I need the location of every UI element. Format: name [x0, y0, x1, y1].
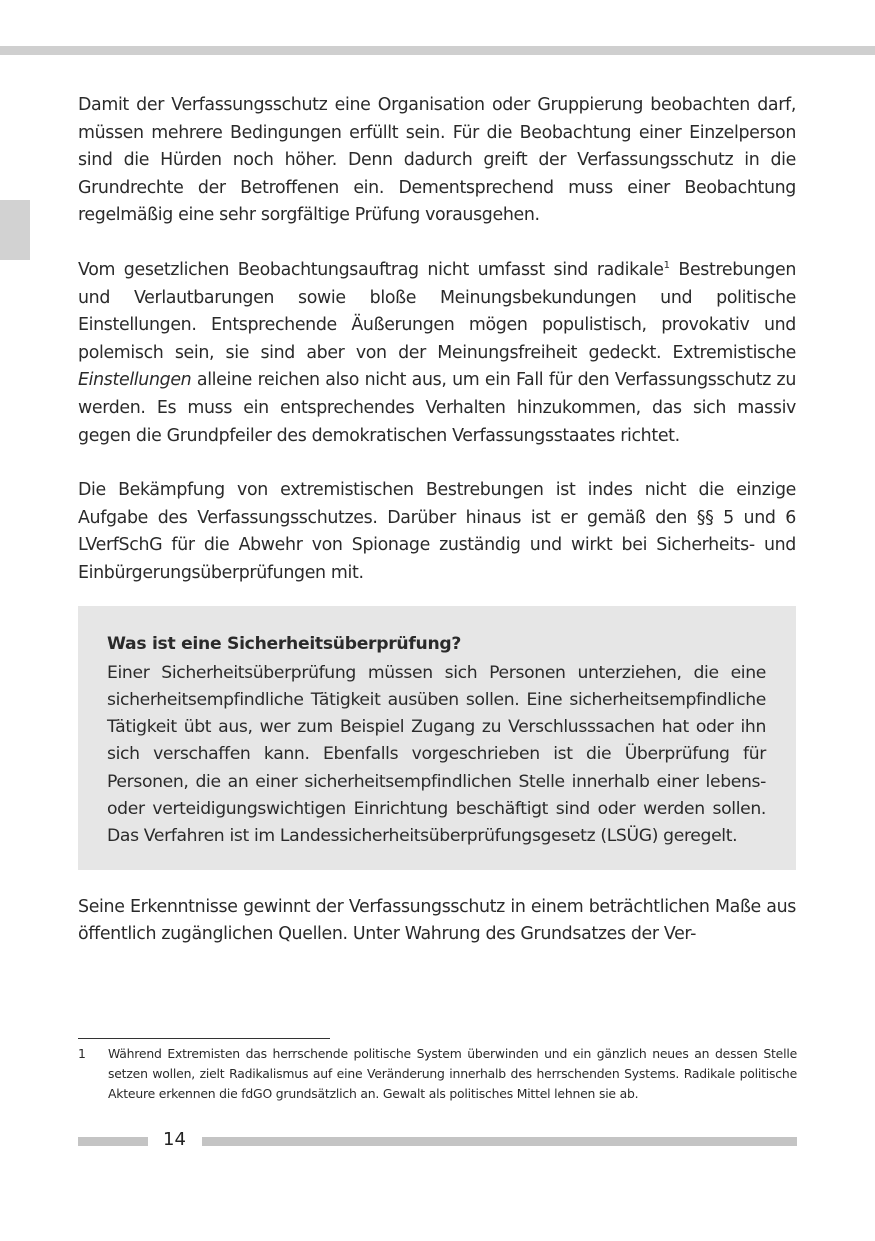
footnote-divider	[78, 1038, 330, 1039]
footnote-reference[interactable]: 1	[663, 260, 670, 272]
paragraph-4: Seine Erkenntnisse gewinnt der Verfassungsschutz in einem beträchtlichen Maße aus öffentlich zugänglichen Quellen. Unter Wahrung des Grundsatzes der Ver-	[78, 896, 796, 945]
footnote	[78, 1044, 797, 1103]
page-number: 14	[163, 1129, 186, 1150]
paragraph-3: Die Bekämpfung von extremistischen Bestrebungen ist indes nicht die einzige Aufgabe des Verfassungsschutzes. Darüber hinaus ist er gemäß den §§ 5 und 6 LVerfSchG für die Abwehr von Spionage zuständig und wirkt bei Sicherheits- und Einbürgerungsüberprüfungen mit.	[78, 480, 796, 583]
info-box	[78, 606, 796, 870]
paragraph-2-end: alleine reichen also nicht aus, um ein Fall für den Verfassungsschutz zu werden. Es muss ein entsprechendes Verhalten hinzukommen, das sich massiv gegen die Grundpfeiler des demokratischen Verfassungsstaates richtet.	[78, 370, 796, 446]
info-box-text: Einer Sicherheitsüberprüfung müssen sich Personen unterziehen, die eine sicherheitsempfindliche Tätigkeit ausüben sollen. Eine sicherheitsempfindliche Tätigkeit übt aus, wer zum Beispiel Zugang zu Verschlusssachen hat oder ihn sich verschaffen kann. Ebenfalls vorgeschrieben ist die Überprüfung für Personen, die an einer sicherheitsempfindlichen Stelle innerhalb einer lebens- oder verteidigungswichtigen Einrichtung beschäftigt sind oder werden sollen. Das Verfahren ist im Landessicherheitsüberprüfungsgesetz (LSÜG) geregelt.	[107, 662, 766, 847]
main-content	[78, 92, 796, 949]
footer-bar-right	[202, 1137, 797, 1146]
paragraph-2-start: Vom gesetzlichen Beobachtungsauftrag nicht umfasst sind radikale	[78, 259, 664, 280]
footnote-number: 1	[78, 1046, 86, 1061]
paragraph-2-middle: Bestrebungen und Verlautbarungen sowie bloße Meinungsbekundungen und politische Einstellungen. Entsprechende Äußerungen mögen populistisch, provokativ und polemisch sein, sie sind aber von der Meinungsfreiheit gedeckt. Extremistische	[78, 259, 796, 363]
footer-bar-left	[78, 1137, 148, 1146]
paragraph-2	[78, 257, 796, 450]
paragraph-2-emphasis: Einstellungen	[78, 370, 192, 391]
info-box-title: Was ist eine Sicherheitsüberprüfung?	[107, 633, 462, 654]
side-tab-marker	[0, 200, 30, 260]
footnote-text: Während Extremisten das herrschende politische System überwinden und ein gänzlich neues an dessen Stelle setzen wollen, zielt Radikalismus auf eine Veränderung innerhalb des herrschenden Systems. Radikale politische Akteure erkennen die fdGO grundsätzlich an. Gewalt als politisches Mittel lehnen sie ab.	[108, 1046, 797, 1101]
top-rule	[0, 46, 875, 55]
paragraph-1: Damit der Verfassungsschutz eine Organisation oder Gruppierung beobachten darf, müssen mehrere Bedingungen erfüllt sein. Für die Beobachtung einer Einzelperson sind die Hürden noch höher. Denn dadurch greift der Verfassungsschutz in die Grundrechte der Betroffenen ein. Dementsprechend muss einer Beobachtung regelmäßig eine sehr sorgfältige Prüfung vorausgehen.	[78, 95, 796, 226]
